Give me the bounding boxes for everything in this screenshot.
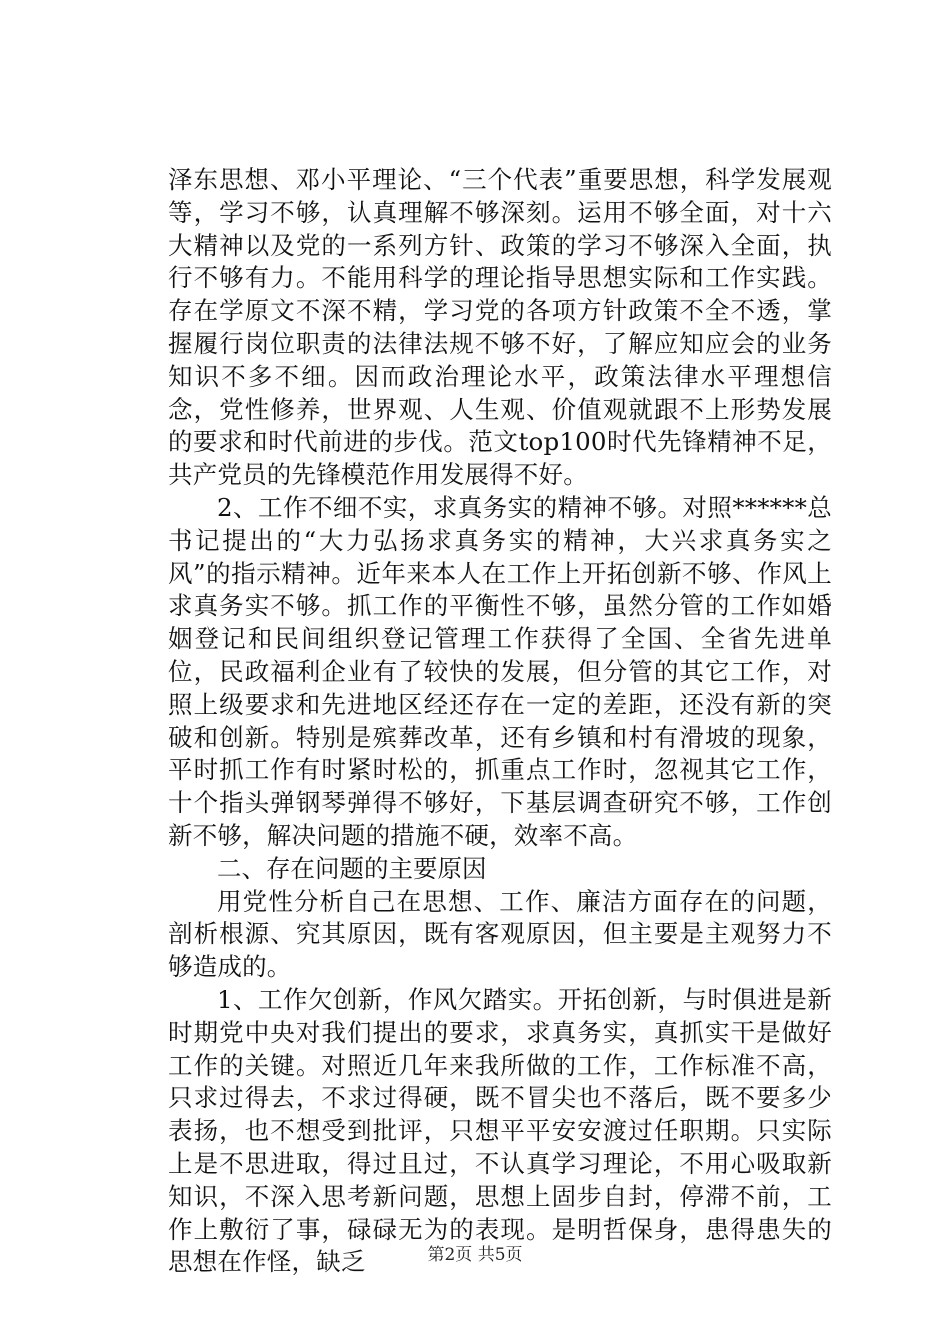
- body-paragraph-4: 1、工作欠创新，作风欠踏实。开拓创新，与时俱进是新时期党中央对我们提出的要求，求真务实，真抓实干是做好工作的关键。对照近几年来我所做的工作，工作标准不高，只求过得去，不求过得硬，既不冒尖也不落后，既不要多少表扬，也不想受到批评，只想平平安安渡过任职期。只实际上是不思进取，得过且过，不认真学习理论，不用心吸取新知识，不深入思考新问题，思想上固步自封，停滞不前，工作上敷衍了事，碌碌无为的表现。是明哲保身，患得患失的思想在作怪，缺乏: [168, 984, 832, 1277]
- body-paragraph-3: 用党性分析自己在思想、工作、廉洁方面存在的问题，剖析根源、究其原因，既有客观原因，但主要是主观努力不够造成的。: [168, 886, 832, 982]
- page-footer: 第2页 共5页: [427, 1245, 523, 1265]
- body-paragraph-1: 泽东思想、邓小平理论、“三个代表”重要思想，科学发展观等，学习不够，认真理解不够深刻。运用不够全面，对十六大精神以及党的一系列方针、政策的学习不够深入全面，执行不够有力。不能用科学的理论指导思想实际和工作实践。存在学原文不深不精，学习党的各项方针政策不全不透，掌握履行岗位职责的法律法规不够不好，了解应知应会的业务知识不多不细。因而政治理论水平，政策法律水平理想信念，党性修养，世界观、人生观、价值观就跟不上形势发展的要求和时代前进的步伐。范文top100时代先锋精神不足，共产党员的先锋模范作用发展得不好。: [168, 165, 832, 490]
- document-page: [168, 164, 832, 1279]
- section-heading: 二、存在问题的主要原因: [217, 853, 487, 883]
- body-paragraph-2: 2、工作不细不实，求真务实的精神不够。对照******总书记提出的“大力弘扬求真务实的精神，大兴求真务实之风”的指示精神。近年来本人在工作上开拓创新不够、作风上求真务实不够。抓工作的平衡性不够，虽然分管的工作如婚姻登记和民间组织登记管理工作获得了全国、全省先进单位，民政福利企业有了较快的发展，但分管的其它工作，对照上级要求和先进地区经还存在一定的差距，还没有新的突破和创新。特别是殡葬改革，还有乡镇和村有滑坡的现象，平时抓工作有时紧时松的，抓重点工作时，忽视其它工作，十个指头弹钢琴弹得不够好，下基层调查研究不够，工作创新不够，解决问题的措施不硬，效率不高。: [168, 492, 832, 850]
